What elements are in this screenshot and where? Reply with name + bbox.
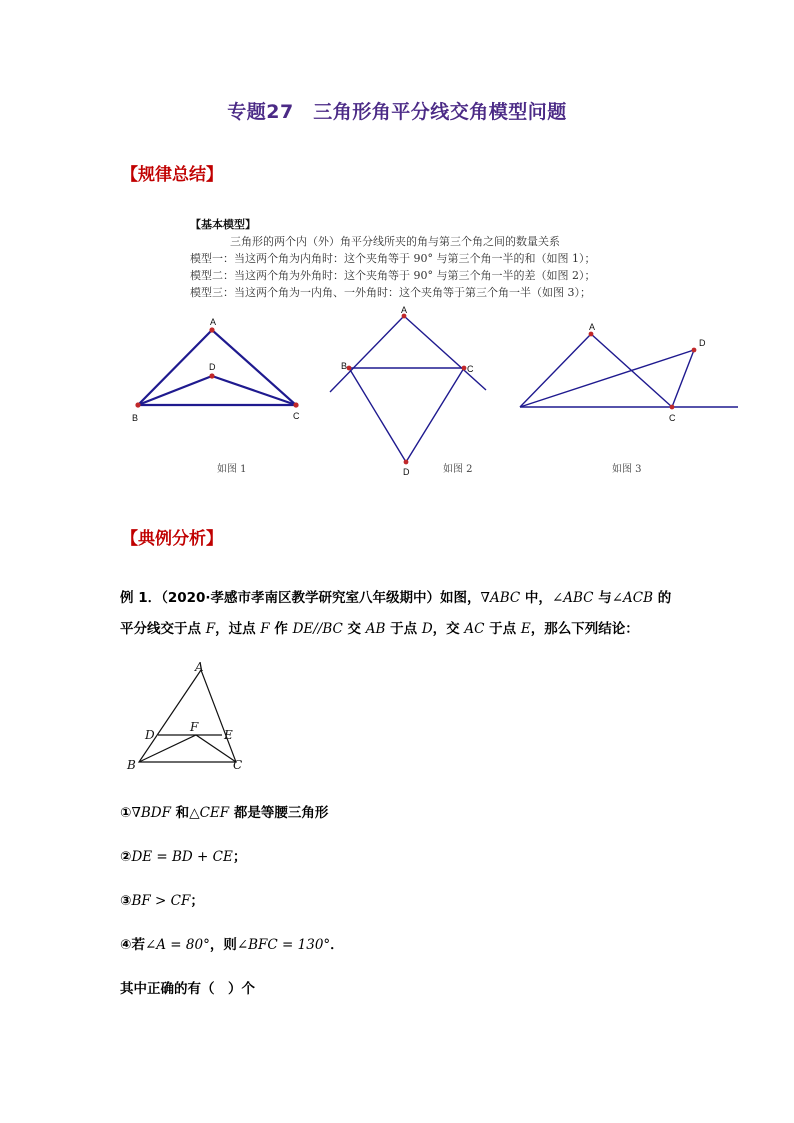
c2-math1: DE = BD + CE: [131, 849, 233, 865]
ex-label-c: C: [233, 758, 243, 772]
fig2-label-d: D: [403, 467, 410, 477]
t-g: 于点: [484, 621, 521, 637]
t-b: ，过点: [215, 621, 261, 637]
model-line-2: 模型二：当这两个角为外角时：这个夹角等于 90° 与第三个角一半的差（如图 2）；: [190, 269, 596, 282]
fig1-triangle-abc: [138, 330, 296, 405]
math-angle-acb: ∠ACB: [611, 590, 654, 606]
math-e: E: [520, 621, 531, 637]
math-ab: AB: [365, 621, 386, 637]
section-heading-examples: 【典例分析】: [121, 529, 223, 549]
math-d: D: [421, 621, 433, 637]
c4-text3: ．: [330, 937, 344, 953]
c3-text1: ；: [190, 893, 204, 909]
c4-num: ④: [120, 937, 132, 953]
t-h: ，那么下列结论：: [530, 621, 639, 637]
c4-text1: 若: [131, 937, 145, 953]
example1-source: 例 1．（2020·孝感市孝南区教学研究室八年级期中）如图，: [120, 590, 481, 606]
conclusion-3: [120, 889, 204, 909]
example1-line1: [120, 586, 671, 606]
model-box-intro: 三角形的两个内（外）角平分线所夹的角与第三个角之间的数量关系: [230, 235, 560, 248]
figure-2: [330, 316, 486, 462]
ex-label-e: E: [224, 728, 233, 742]
c2-num: ②: [120, 849, 132, 865]
fig3-label-d: D: [699, 338, 706, 348]
c1-math2: △CEF: [189, 805, 230, 821]
math-de-parallel-bc: DE//BC: [292, 621, 343, 637]
c1-text2: 都是等腰三角形: [229, 805, 329, 821]
text-yu: 与: [593, 590, 612, 606]
fig2-caption: 如图 2: [443, 464, 473, 475]
fig2-label-c: C: [467, 364, 474, 374]
c1-text1: 和: [170, 805, 190, 821]
fig1-label-d: D: [209, 362, 216, 372]
example1-figure: [120, 655, 270, 775]
basic-model-box: [190, 216, 690, 301]
c4-text2: ，则: [209, 937, 237, 953]
fig2-label-b: B: [341, 361, 348, 371]
page-title: 专题27 三角形角平分线交角模型问题: [227, 101, 567, 123]
conclusion-2: [120, 845, 246, 865]
model-line-3: 模型三：当这两个角为一内角、一外角时：这个夹角等于第三个角一半（如图 3）；: [190, 286, 591, 299]
figure-1: [138, 330, 296, 405]
c1-math1: ∇BDF: [131, 805, 171, 821]
t-e: 于点: [385, 621, 422, 637]
section-heading-summary: 【规律总结】: [121, 165, 223, 185]
ex-label-a: A: [195, 660, 204, 674]
ex-label-b: B: [127, 758, 136, 772]
conclusion-1: [120, 801, 328, 821]
c3-math1: BF > CF: [131, 893, 191, 909]
text-zhong: 中，: [520, 590, 552, 606]
t-a: 平分线交于点: [120, 621, 206, 637]
text-de: 的: [653, 590, 672, 606]
math-f2: F: [260, 621, 270, 637]
c3-num: ③: [120, 893, 132, 909]
ex-label-d: D: [145, 728, 155, 742]
math-f: F: [205, 621, 216, 637]
model-line-1: 模型一：当这两个角为内角时：这个夹角等于 90° 与第三个角一半的和（如图 1）；: [190, 252, 596, 265]
c4-math2: ∠A = 80°: [144, 937, 210, 953]
fig1-label-c: C: [293, 411, 300, 421]
math-triangle-abc: ∇ABC: [480, 590, 521, 606]
fig3-label-a: A: [589, 322, 596, 332]
model-box-title: 【基本模型】: [190, 218, 256, 231]
fig3-caption: 如图 3: [612, 464, 642, 475]
conclusion-4: [120, 933, 344, 953]
t-d: 交: [342, 621, 366, 637]
t-c: 作: [269, 621, 293, 637]
model-figures: [0, 300, 794, 485]
fig1-label-b: B: [132, 413, 139, 423]
question-text: 其中正确的有（ ）个: [120, 981, 255, 997]
t-f: ，交: [432, 621, 465, 637]
math-angle-abc: ∠ABC: [551, 590, 594, 606]
ex-label-f: F: [190, 720, 199, 734]
fig1-caption: 如图 1: [217, 464, 247, 475]
math-ac: AC: [464, 621, 485, 637]
c4-math3: ∠BFC = 130°: [236, 937, 331, 953]
c2-text1: ；: [232, 849, 247, 865]
fig2-label-a: A: [401, 305, 408, 315]
fig1-label-a: A: [210, 317, 217, 327]
fig3-label-c: C: [669, 413, 676, 423]
c1-num: ①: [120, 805, 132, 821]
example1-line2: [120, 617, 639, 637]
